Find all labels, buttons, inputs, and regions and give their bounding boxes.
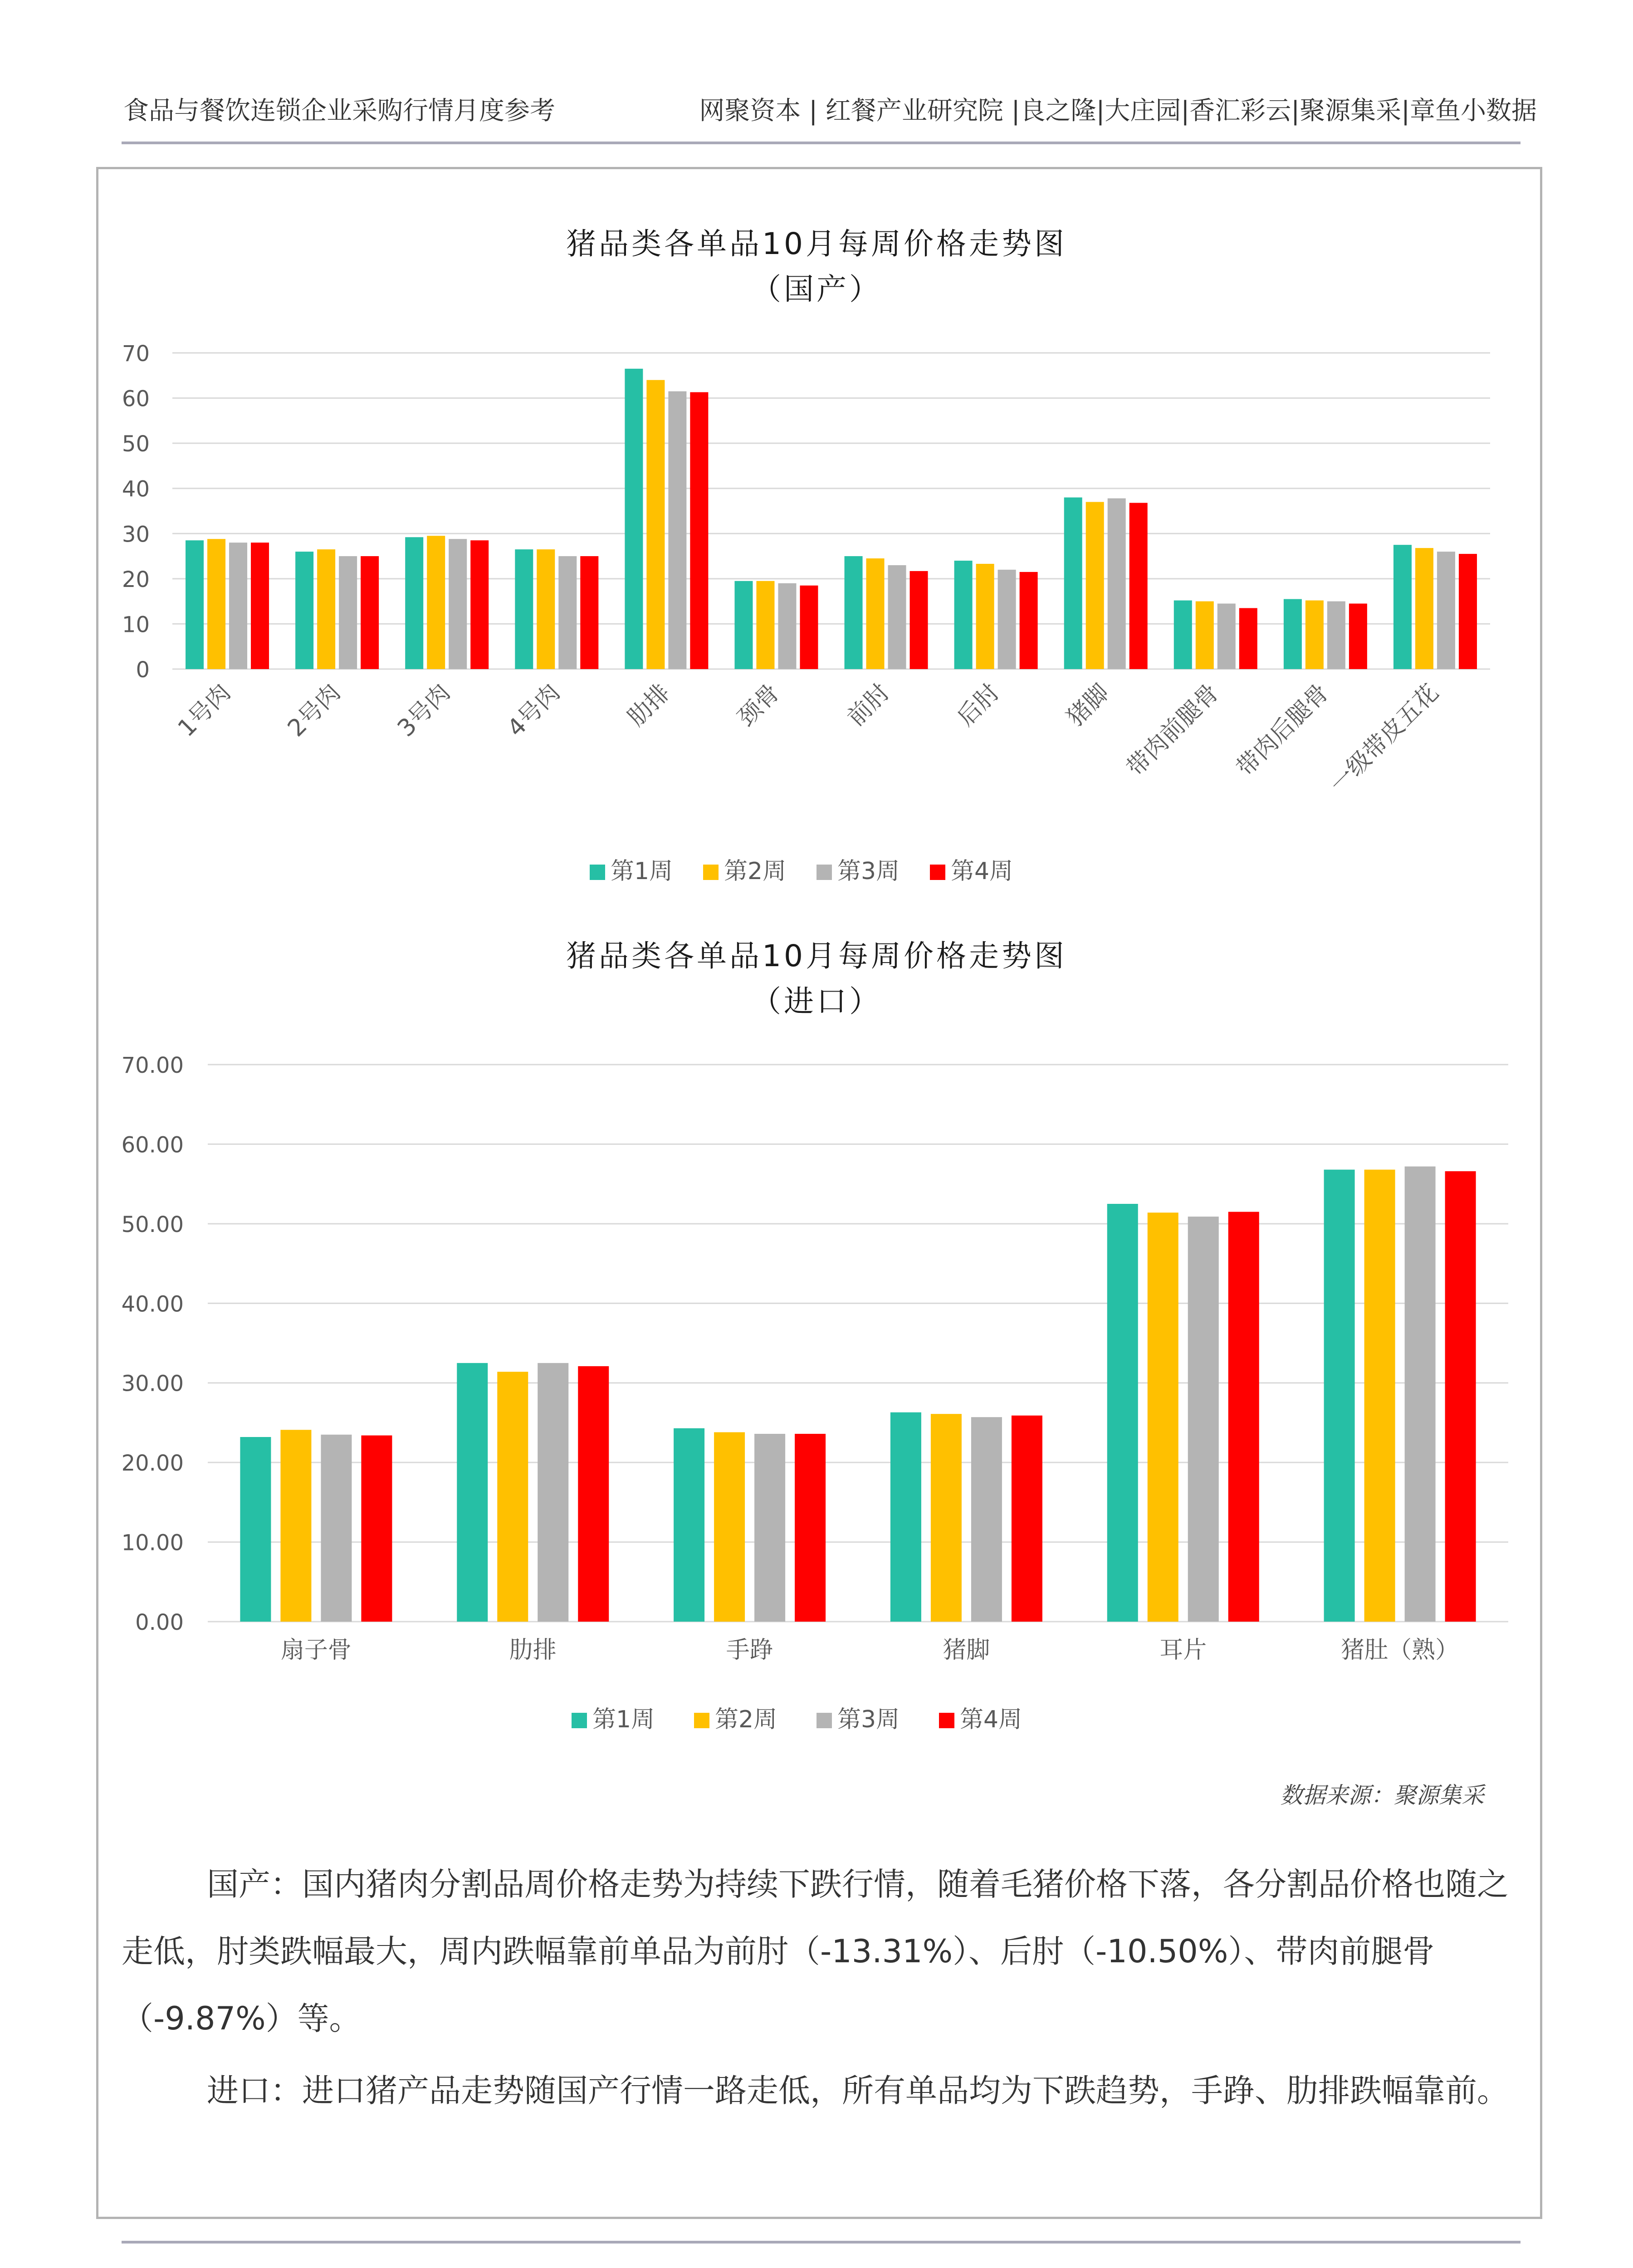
data-source-note: 数据来源：聚源集采 [1280, 1782, 1484, 1809]
bar [321, 1435, 352, 1622]
bar [537, 549, 555, 669]
bar [754, 1434, 785, 1622]
bar [1108, 499, 1126, 669]
bar [888, 565, 906, 669]
bar [866, 558, 885, 669]
y-tick-label: 70 [122, 341, 150, 367]
x-tick-label: 带肉前腿骨 [1121, 679, 1224, 782]
bar [674, 1428, 704, 1622]
bar [971, 1417, 1002, 1622]
bar [229, 543, 247, 669]
legend-swatch [703, 865, 719, 880]
legend-swatch [694, 1713, 709, 1728]
y-tick-label: 0.00 [135, 1610, 184, 1635]
bar [1107, 1204, 1138, 1622]
y-tick-label: 30 [122, 522, 150, 547]
y-tick-label: 10.00 [121, 1530, 184, 1556]
y-tick-label: 20 [122, 567, 150, 592]
chart-subtitle: （进口） [751, 984, 882, 1019]
bar [317, 549, 335, 669]
header-left-title: 食品与餐饮连锁企业采购行情月度参考 [123, 96, 555, 126]
x-tick-label: 1号肉 [172, 679, 236, 743]
y-tick-label: 0 [136, 657, 150, 683]
x-tick-label: 前肘 [842, 679, 895, 732]
x-tick-label: 颈骨 [732, 679, 785, 732]
bar [890, 1413, 921, 1622]
x-tick-label: 带肉后腿骨 [1231, 679, 1335, 782]
legend-swatch [930, 865, 945, 880]
bar [1284, 599, 1302, 669]
x-tick-label: 耳片 [1159, 1637, 1207, 1664]
bar [931, 1414, 962, 1622]
y-tick-label: 60.00 [121, 1132, 184, 1158]
legend-swatch [816, 865, 832, 880]
x-tick-label: 肋排 [622, 679, 675, 732]
bar [998, 570, 1016, 669]
legend-label: 第3周 [837, 1706, 900, 1733]
x-tick-label: 肋排 [509, 1637, 557, 1664]
bar [1459, 554, 1477, 669]
bar [756, 581, 774, 669]
bar [668, 391, 686, 669]
bar [1437, 552, 1455, 669]
legend-label: 第2周 [715, 1706, 777, 1733]
bar [1086, 502, 1104, 669]
bar [1415, 548, 1433, 669]
legend-label: 第4周 [951, 858, 1013, 885]
bar [1349, 604, 1367, 669]
bar [1327, 601, 1345, 669]
bar [1228, 1212, 1259, 1622]
bar [1174, 601, 1192, 669]
paragraph-imported: 进口：进口猪产品走势随国产行情一路走低，所有单品均为下跌趋势，手踭、肋排跌幅靠前。 [207, 2072, 1509, 2109]
y-tick-label: 70.00 [121, 1053, 184, 1078]
bar [427, 536, 445, 669]
bar [295, 552, 313, 669]
y-tick-label: 50 [122, 431, 150, 457]
chart-title: 猪品类各单品10月每周价格走势图 [566, 938, 1067, 973]
chart-imported [0, 925, 1633, 1760]
y-tick-label: 60 [122, 386, 150, 412]
x-tick-label: 一级带皮五花 [1325, 679, 1444, 798]
legend-label: 第4周 [960, 1706, 1022, 1733]
header-right-sources: 网聚资本 | 红餐产业研究院 |良之隆|大庄园|香汇彩云|聚源集采|章鱼小数据 [699, 96, 1537, 126]
bar [778, 583, 796, 669]
legend-swatch [572, 1713, 587, 1728]
y-tick-label: 20.00 [121, 1451, 184, 1476]
x-tick-label: 猪脚 [943, 1637, 990, 1664]
bar [280, 1430, 311, 1622]
x-tick-label: 4号肉 [502, 679, 566, 743]
legend-label: 第3周 [837, 858, 900, 885]
y-tick-label: 10 [122, 612, 150, 638]
bar [1393, 545, 1412, 669]
bar [449, 539, 467, 669]
x-tick-label: 猪肚（熟） [1341, 1637, 1459, 1664]
legend-swatch [590, 865, 605, 880]
bar [1445, 1171, 1476, 1622]
bar [734, 581, 753, 669]
header-divider [122, 142, 1521, 144]
bar [1405, 1167, 1436, 1622]
bar [1020, 572, 1038, 669]
chart-domestic [0, 213, 1633, 903]
bar [361, 1435, 392, 1622]
bar [538, 1363, 568, 1622]
x-tick-label: 猪脚 [1061, 679, 1115, 732]
bar [339, 556, 357, 669]
bar [207, 539, 225, 669]
bar [497, 1372, 528, 1622]
bar [186, 540, 204, 669]
paragraph-domestic: 国产：国内猪肉分割品周价格走势为持续下跌行情，随着毛猪价格下落，各分割品价格也随之走低，肘类跌幅最大，周内跌幅靠前单品为前肘（-13.31%）、后肘（-10.50%）、带肉前腿骨（-9.87%）等。 [122, 1866, 1509, 2037]
bar [580, 556, 598, 669]
bar [1012, 1416, 1042, 1622]
y-tick-label: 40.00 [121, 1291, 184, 1317]
y-tick-label: 40 [122, 476, 150, 502]
x-tick-label: 3号肉 [392, 679, 456, 743]
bar [795, 1434, 826, 1622]
bar [1129, 503, 1148, 669]
bar [690, 392, 708, 669]
bar [515, 549, 533, 669]
legend-swatch [939, 1713, 954, 1728]
legend-swatch [816, 1713, 832, 1728]
bar [845, 556, 863, 669]
bar [1217, 604, 1236, 669]
footer-divider [122, 2241, 1521, 2244]
bar [1188, 1217, 1219, 1622]
bar [1239, 608, 1257, 669]
chart-subtitle: （国产） [751, 272, 882, 307]
bar [470, 540, 489, 669]
bar [1324, 1170, 1355, 1622]
bar [910, 571, 928, 669]
x-tick-label: 后肘 [952, 679, 1005, 732]
bar [361, 556, 379, 669]
y-tick-label: 30.00 [121, 1371, 184, 1397]
legend-label: 第1周 [592, 1706, 655, 1733]
bar [251, 543, 269, 669]
y-tick-label: 50.00 [121, 1212, 184, 1237]
bar [1064, 498, 1082, 669]
bar [457, 1363, 488, 1622]
bar [578, 1366, 609, 1622]
bar [646, 380, 665, 669]
chart-title: 猪品类各单品10月每周价格走势图 [566, 226, 1067, 261]
bar [954, 561, 973, 669]
bar [405, 537, 423, 669]
legend-label: 第1周 [611, 858, 673, 885]
bar [1148, 1212, 1178, 1622]
bar [240, 1437, 271, 1622]
bar [1305, 601, 1324, 669]
bar [558, 556, 577, 669]
legend-label: 第2周 [724, 858, 787, 885]
x-tick-label: 2号肉 [282, 679, 346, 743]
bar [800, 586, 818, 669]
bar [1364, 1170, 1395, 1622]
bar [625, 369, 643, 669]
x-tick-label: 手踭 [726, 1637, 773, 1664]
x-tick-label: 扇子骨 [280, 1637, 352, 1664]
bar [976, 564, 994, 669]
bar [1196, 601, 1214, 669]
bar [714, 1432, 745, 1622]
